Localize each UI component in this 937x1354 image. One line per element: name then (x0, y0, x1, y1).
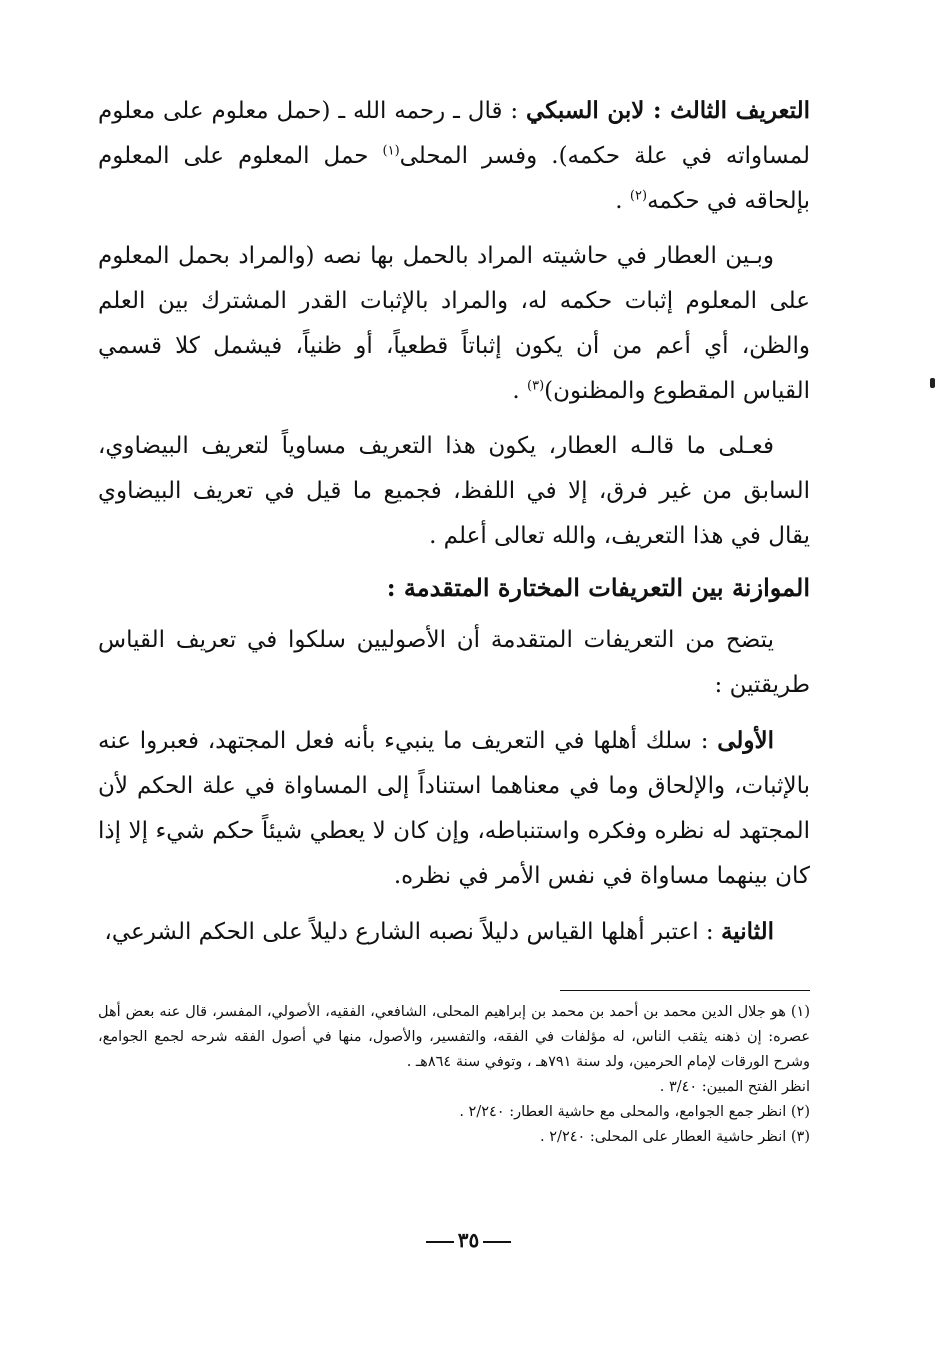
footnotes (98, 1000, 810, 1150)
page-number-dash-left (483, 1241, 511, 1243)
section-heading: الموازنة بين التعريفات المختارة المتقدمة : (386, 573, 810, 602)
footnote-3: (٣) انظر حاشية العطار على المحلى: ٢/٢٤٠ . (540, 1129, 810, 1145)
paragraph-conclusion: فعـلى ما قالـه العطار، يكون هذا التعريف مساوياً لتعريف البيضاوي، السابق من غير فرق، إلا في اللفظ، فجميع ما قيل في تعريف البيضاوي يقال في هذا التعريف، والله تعالى أعلم . (98, 433, 810, 549)
text-run: . (512, 378, 528, 404)
footnote-1-reference: انظر الفتح المبين: ٣/٤٠ . (659, 1079, 810, 1095)
text-run: : قال ـ رحمه الله ـ (حمل معلوم على معلوم لمساواته في علة حكمه). وفسر المحلى (98, 98, 810, 169)
paragraph-second-method (98, 909, 810, 955)
paragraph-attar (98, 234, 810, 414)
scan-edge-mark (930, 378, 935, 388)
footnote-divider (560, 990, 810, 991)
text-run: وبـين العطار في حاشيته المراد بالحمل بها نصه (والمراد بحمل المعلوم على المعلوم إثبات حكمه له، والمراد بالإثبات القدر المشترك بين العلم والظن، أي أعم من أن يكون إثباتاً قطعياً، أو ظنياً، فيشمل كلا قسمي القياس المقطوع والمظنون) (98, 243, 810, 404)
text-run: : سلك أهلها في التعريف ما ينبيء بأنه فعل المجتهد، فعبروا عنه بالإثبات، والإلحاق وما في معناهما استناداً إلى المساواة في علة الحكم لأن المجتهد له نظره وفكره واستنباطه، وإن كان لا يعطي شيئاً حكم شيء إلا إذا كان بينهما مساواة في نفس الأمر في نظره. (98, 728, 810, 889)
footnote-ref-2: (٢) (629, 188, 648, 204)
page-number (0, 1228, 937, 1252)
paragraph-definition-3 (98, 88, 810, 224)
paragraph-first-method (98, 718, 810, 899)
footnote-ref-3: (٣) (527, 378, 545, 394)
page-number-value: ٣٥ (457, 1228, 480, 1252)
paragraph-two-methods: يتضح من التعريفات المتقدمة أن الأصوليين سلكوا في تعريف القياس طريقتين : (98, 627, 810, 698)
main-text (98, 88, 810, 955)
footnote-ref-1: (١) (382, 143, 400, 159)
footnote-1: (١) هو جلال الدين محمد بن أحمد بن محمد بن إبراهيم المحلى، الشافعي، الفقيه، الأصولي، المفسر، قال عنه بعض أهل عصره: إن ذهنه يثقب الناس، له مؤلفات في الفقه، والتفسير، والأصول، منها في أصول الفقه شرحه لجمع الجوامع، وشرح الورقات لإمام الحرمين، ولد سنة ٧٩١هـ ، وتوفي سنة ٨٦٤هـ . (98, 1004, 810, 1070)
first-method-label: الأولى (717, 727, 774, 754)
text-run: . (615, 188, 630, 214)
second-method-label: الثانية (720, 918, 774, 945)
text-run: حمل المعلوم على المعلوم بإلحاقه في حكمه (98, 143, 810, 214)
footnote-2: (٢) انظر جمع الجوامع، والمحلى مع حاشية العطار: ٢/٢٤٠ . (459, 1104, 810, 1120)
page-number-dash-right (426, 1241, 454, 1243)
text-run: : اعتبر أهلها القياس دليلاً نصبه الشارع دليلاً على الحكم الشرعي، (104, 919, 721, 945)
definition-heading: التعريف الثالث : لابن السبكي (526, 97, 810, 124)
